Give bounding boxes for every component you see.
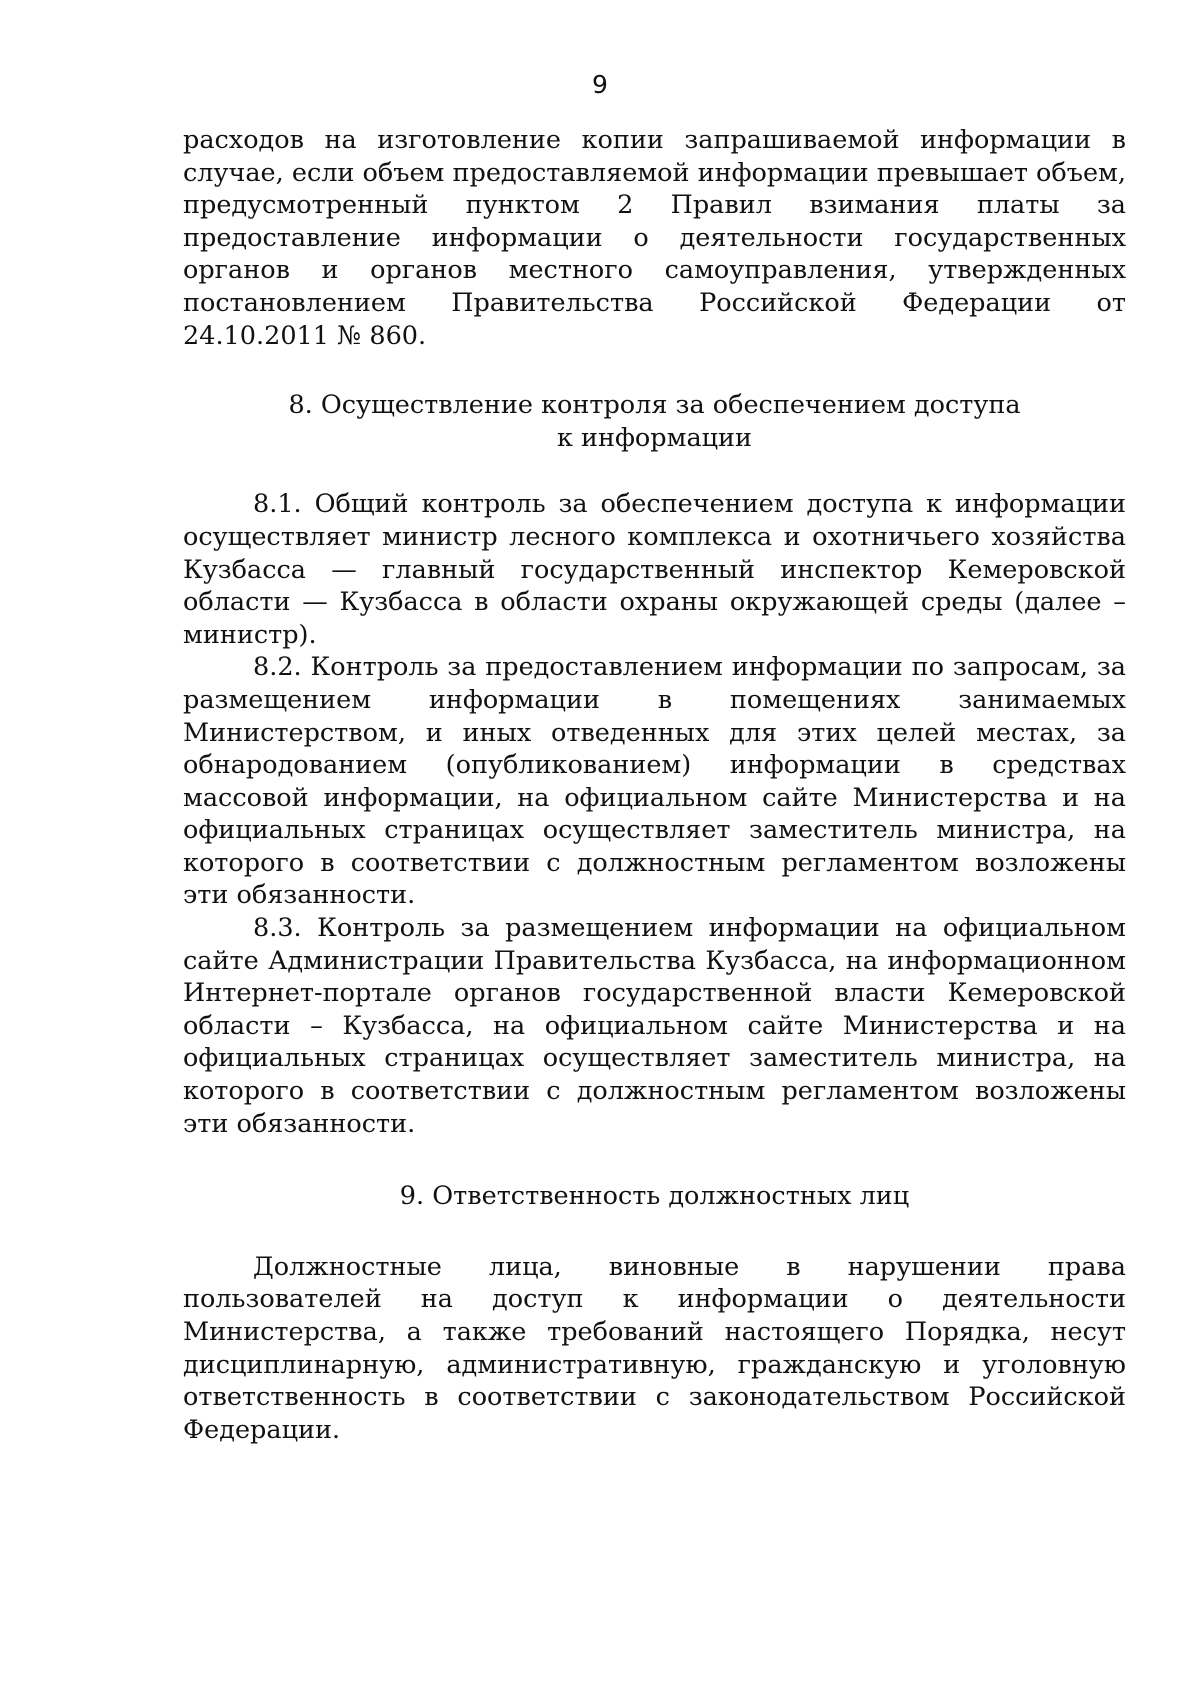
- paragraph-8-3: 8.3. Контроль за размещением информации на официальном сайте Администрации Правительства Кузбасса, на информационном Интернет-портале органов государственной власти Кемеровской области – Кузбасса, на официальном сайте Министерства и на официальных страницах осуществляет заместитель министра, на которого в соответствии с должностным регламентом возложены эти обязанности.: [183, 913, 1126, 1139]
- paragraph-8-2: 8.2. Контроль за предоставлением информации по запросам, за размещением информации в помещениях занимаемых Министерством, и иных отведенных для этих целей местах, за обнародованием (опубликованием) информации в средствах массовой информации, на официальном сайте Министерства и на официальных страницах осуществляет заместитель министра, на которого в соответствии с должностным регламентом возложены эти обязанности.: [183, 652, 1126, 911]
- paragraph-9-1: Должностные лица, виновные в нарушении права пользователей на доступ к информации о деятельности Министерства, а также требований настоящего Порядка, несут дисциплинарную, административную, гражданскую и уголовную ответственность в соответствии с законодательством Российской Федерации.: [183, 1251, 1126, 1445]
- section-9-heading: 9. Ответственность должностных лиц: [399, 1181, 910, 1212]
- section-8-heading: [183, 389, 1126, 454]
- page-number: 9: [592, 70, 608, 99]
- section-8-heading-line-1: 8. Осуществление контроля за обеспечением доступа: [288, 390, 1021, 421]
- continuation-paragraph: расходов на изготовление копии запрашиваемой информации в случае, если объем предоставляемой информации превышает объем, предусмотренный пунктом 2 Правил взимания платы за предоставление информации о деятельности государственных органов и органов местного самоуправления, утвержденных постановлением Правительства Российской Федерации от 24.10.2011 № 860.: [183, 125, 1126, 351]
- section-8-heading-line-2: к информации: [556, 422, 753, 453]
- document-body: [183, 124, 1126, 1446]
- paragraph-8-1: 8.1. Общий контроль за обеспечением доступа к информации осуществляет министр лесного комплекса и охотничьего хозяйства Кузбасса — главный государственный инспектор Кемеровской области — Кузбасса в области охраны окружающей среды (далее – министр).: [183, 489, 1126, 650]
